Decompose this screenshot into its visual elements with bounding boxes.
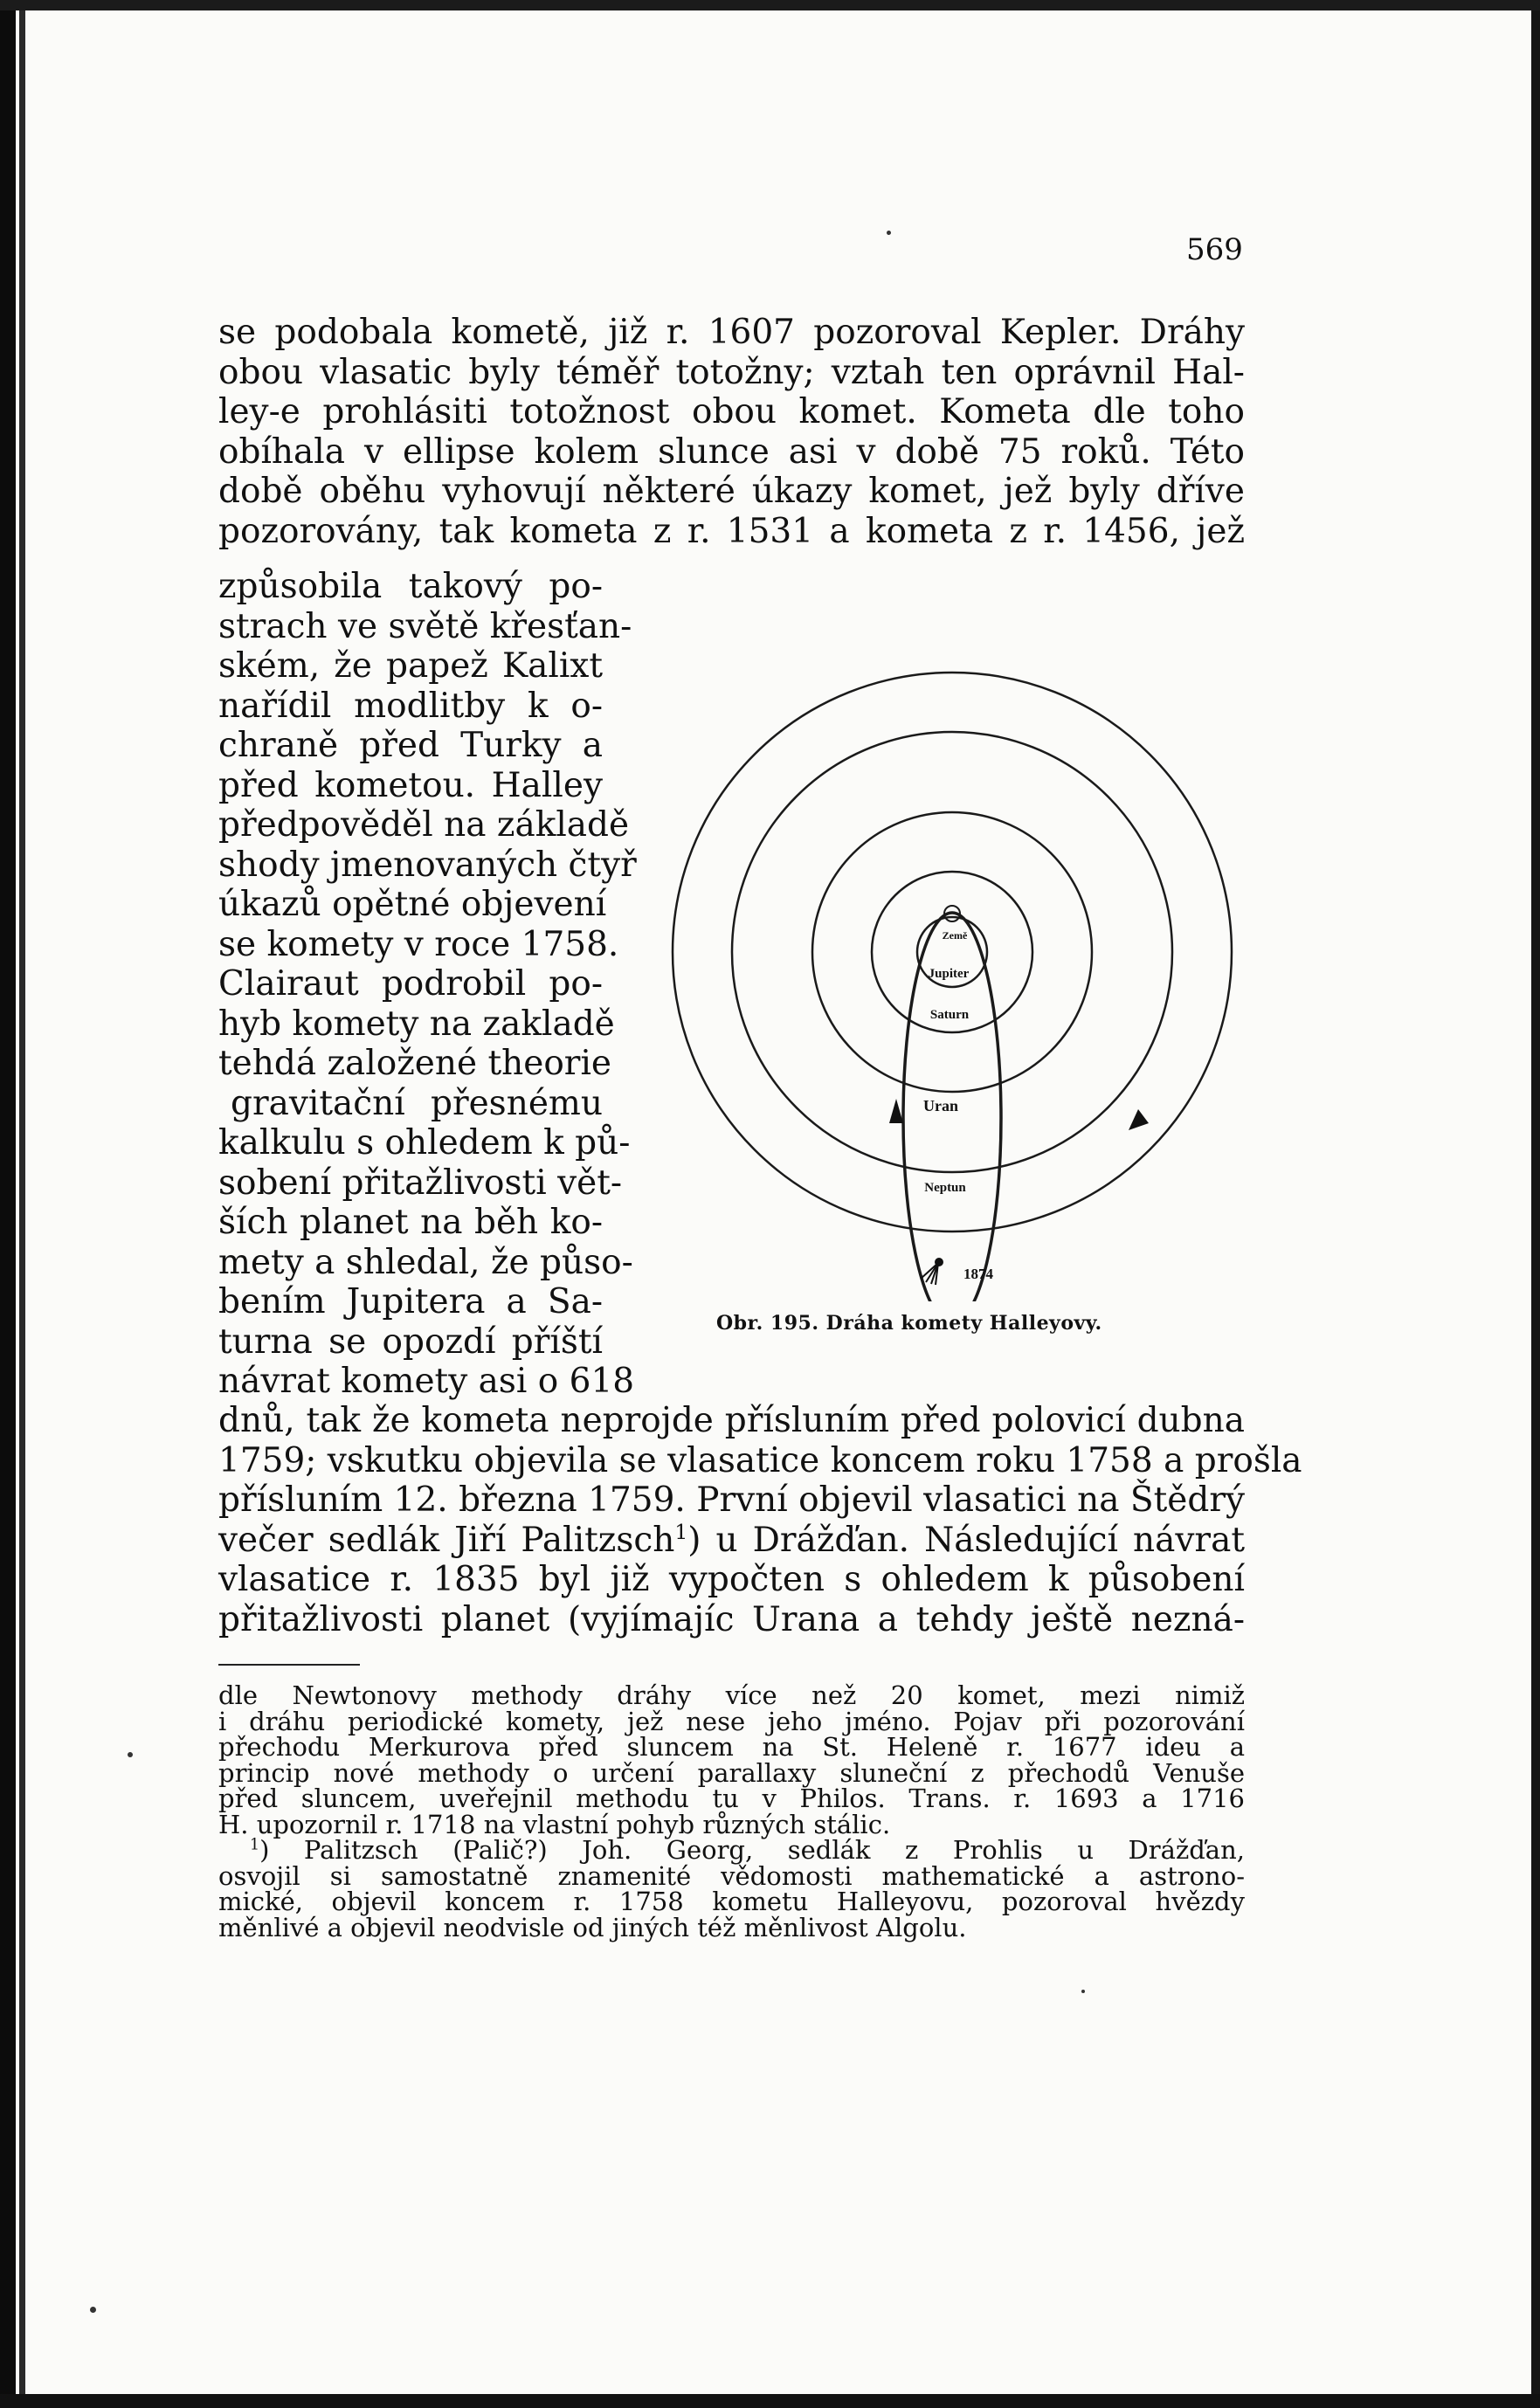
note-line: před sluncem, uveřejnil methodu tu v Philos. Trans. r. 1693 a 1716 bbox=[218, 1784, 1245, 1813]
text-line: 1759; vskutku objevila se vlasatice koncem roku 1758 a prošla bbox=[218, 1440, 1302, 1480]
text-line: způsobila takový po- bbox=[218, 567, 603, 606]
orbit-saturn bbox=[812, 812, 1092, 1092]
notes-block bbox=[218, 1680, 1245, 1942]
scan-edge-left bbox=[0, 0, 16, 2408]
text-line: mety a shledal, že půso- bbox=[218, 1242, 633, 1282]
figure-caption: Obr. 195. Dráha komety Halleyovy. bbox=[716, 1312, 1102, 1335]
text-fragment: ) u Drážďan. Následující návrat bbox=[687, 1520, 1245, 1560]
text-line-with-footnote bbox=[218, 1521, 1245, 1561]
text-line: ley-e prohlásiti totožnost obou komet. Kometa dle toho bbox=[218, 392, 1245, 431]
text-line: nařídil modlitby k o- bbox=[218, 686, 603, 726]
text-line: hyb komety na zakladě bbox=[218, 1004, 615, 1044]
text-line: přísluním 12. března 1759. První objevil vlasatici na Štědrý bbox=[218, 1480, 1245, 1520]
note-line: i dráhu periodické komety, jež nese jeho jméno. Pojav při pozorování bbox=[218, 1706, 1245, 1736]
text-line: kalkulu s ohledem k pů- bbox=[218, 1123, 631, 1163]
footnote-line: osvojil si samostatně znamenité vědomosti mathematické a astrono- bbox=[218, 1860, 1245, 1891]
text-line: se podobala kometě, již r. 1607 pozoroval Kepler. Dráhy bbox=[218, 313, 1245, 352]
text-line: návrat komety asi o 618 bbox=[218, 1362, 635, 1401]
scan-edge-left-inner bbox=[19, 0, 25, 2408]
speck bbox=[128, 1752, 133, 1757]
text-line: vlasatice r. 1835 byl již vypočten s ohledem k působení bbox=[218, 1560, 1245, 1599]
footnote-line: mické, objevil koncem r. 1758 kometu Halleyovu, pozoroval hvězdy bbox=[218, 1887, 1245, 1916]
text-line: obíhala v ellipse kolem slunce asi v době 75 roků. Této bbox=[218, 431, 1245, 472]
note-line: přechodu Merkurova před sluncem na St. Heleně r. 1677 ideu a bbox=[218, 1732, 1245, 1762]
text-line: shody jmenovaných čtyř bbox=[218, 845, 637, 885]
text-line: ském, že papež Kalixt bbox=[218, 646, 603, 686]
text-line: dnů, tak že kometa neprojde přísluním před polovicí dubna bbox=[218, 1401, 1245, 1440]
direction-arrow-icon bbox=[889, 1099, 903, 1123]
direction-arrow-icon bbox=[1129, 1109, 1149, 1130]
label-jupiter: Jupiter bbox=[928, 967, 970, 981]
text-line: pozorovány, tak kometa z r. 1531 a kometa z r. 1456, jež bbox=[218, 511, 1245, 551]
text-line: předpověděl na základě bbox=[218, 805, 630, 845]
orbit-diagram bbox=[646, 603, 1240, 1301]
footnote-marker: 1 bbox=[250, 1836, 260, 1854]
label-uran: Uran bbox=[923, 1097, 958, 1114]
footnote-line: měnlivé a objevil neodvisle od jiných též měnlivost Algolu. bbox=[218, 1912, 967, 1942]
text-line: chraně před Turky a bbox=[218, 726, 603, 765]
text-line: době oběhu vyhovují některé úkazy komet, jež byly dříve bbox=[218, 472, 1245, 511]
text-line: tehdá založené theorie bbox=[218, 1044, 612, 1083]
footnote-divider bbox=[218, 1664, 360, 1666]
footnote-reference: 1 bbox=[674, 1519, 688, 1544]
halley-orbit-figure bbox=[646, 603, 1240, 1354]
text-line: přitažlivosti planet (vyjímajíc Urana a tehdy ještě nezná- bbox=[218, 1599, 1245, 1639]
label-saturn: Saturn bbox=[929, 1008, 970, 1022]
paragraph-top bbox=[218, 313, 1245, 551]
comet-icon bbox=[921, 1259, 943, 1285]
footnote-text: ) Palitzsch (Palič?) Joh. Georg, sedlák z Prohlis u Drážďan, bbox=[259, 1835, 1245, 1865]
text-line: ších planet na běh ko- bbox=[218, 1203, 603, 1242]
scan-edge-right bbox=[1531, 0, 1540, 2408]
label-year: 1874 bbox=[963, 1266, 993, 1282]
footnote-first-line bbox=[218, 1835, 1245, 1865]
note-line: dle Newtonovy methody dráhy více než 20 komet, mezi nimiž bbox=[218, 1680, 1245, 1710]
scan-edge-top bbox=[0, 0, 1540, 10]
text-line: gravitační přesnému bbox=[231, 1083, 603, 1123]
text-line: úkazů opětné objevení bbox=[218, 885, 607, 924]
scan-edge-bottom bbox=[0, 2394, 1540, 2408]
text-line: bením Jupitera a Sa- bbox=[218, 1282, 603, 1321]
text-line: turna se opozdí příští bbox=[218, 1321, 603, 1362]
label-neptun: Neptun bbox=[924, 1181, 966, 1195]
note-line: H. upozornil r. 1718 na vlastní pohyb různých stálic. bbox=[218, 1809, 891, 1839]
text-line: před kometou. Halley bbox=[218, 765, 603, 805]
text-line: sobení přitažlivosti vět- bbox=[218, 1163, 623, 1203]
paragraph-wrapped-column bbox=[218, 567, 637, 1402]
speck bbox=[1081, 1990, 1085, 1993]
speck bbox=[90, 2307, 96, 2313]
text-line: se komety v roce 1758. bbox=[218, 924, 619, 964]
orbit-neptun bbox=[673, 673, 1232, 1232]
speck bbox=[887, 231, 891, 235]
label-zeme: Země bbox=[942, 929, 968, 942]
text-line: Clairaut podrobil po- bbox=[218, 964, 603, 1004]
paragraph-bottom bbox=[218, 1401, 1302, 1639]
text-line: strach ve světě křesťan- bbox=[218, 606, 632, 646]
text-line: obou vlasatic byly téměř totožny; vztah ten oprávnil Hal- bbox=[218, 352, 1245, 392]
note-line: princip nové methody o určení parallaxy sluneční z přechodů Venuše bbox=[218, 1757, 1245, 1788]
text-fragment: večer sedlák Jiří Palitzsch bbox=[218, 1520, 675, 1560]
page-number: 569 bbox=[1186, 232, 1243, 267]
